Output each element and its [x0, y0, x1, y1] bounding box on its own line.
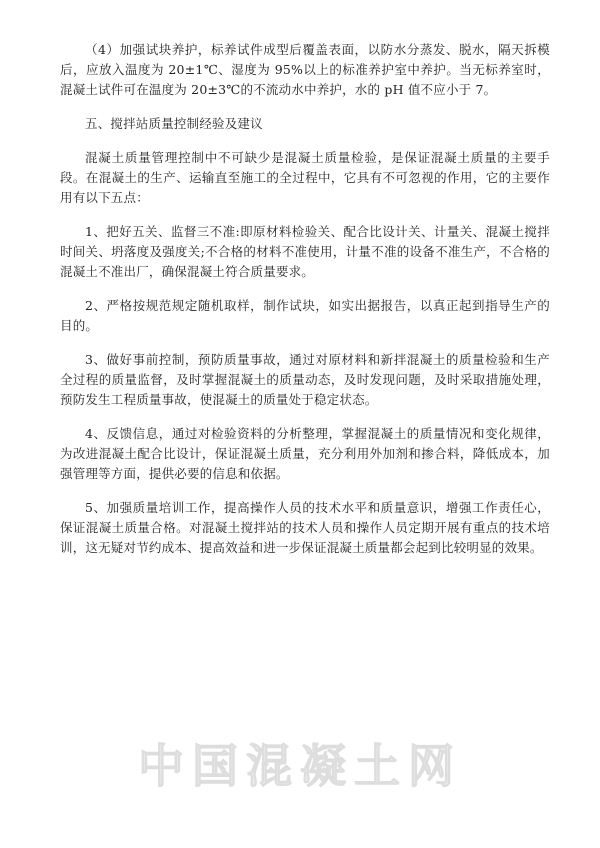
paragraph-curing: （4）加强试块养护，标养试件成型后覆盖表面，以防水分蒸发、脱水，隔天拆模后，应放入温度为 20±1℃、湿度为 95%以上的标准养护室中养护。当无标养室时，混凝土试件可在温度为 20±3℃的不流动水中养护，水的 pH 值不应小于 7。 [60, 42, 550, 97]
paragraph-point-1: 1、把好五关、监督三不准:即原材料检验关、配合比设计关、计量关、混凝土搅拌时间关、坍落度及强度关;不合格的材料不准使用，计量不准的设备不准生产，不合格的混凝土不准出厂，确保混凝土符合质量要求。 [60, 224, 550, 279]
paragraph-point-5: 5、加强质量培训工作，提高操作人员的技术水平和质量意识，增强工作责任心，保证混凝土质量合格。对混凝土搅拌站的技术人员和操作人员定期开展有重点的技术培训，这无疑对节约成本、提高效益和进一步保证混凝土质量都会起到比较明显的效果。 [60, 500, 550, 555]
paragraph-point-4: 4、反馈信息，通过对检验资料的分析整理，掌握混凝土的质量情况和变化规律，为改进混凝土配合比设计，保证混凝土质量，充分利用外加剂和掺合料，降低成本，加强管理等方面，提供必要的信息和依据。 [60, 426, 550, 481]
watermark-logo: 中国混凝土网 [138, 739, 462, 793]
section-heading: 五、搅拌站质量控制经验及建议 [85, 116, 263, 131]
paragraph-intro: 混凝土质量管理控制中不可缺少是混凝土质量检验，是保证混凝土质量的主要手段。在混凝土的生产、运输直至施工的全过程中，它具有不可忽视的作用，它的主要作用有以下五点： [60, 150, 550, 205]
paragraph-point-2: 2、严格按规范规定随机取样，制作试块，如实出据报告，以真正起到指导生产的目的。 [60, 298, 550, 333]
paragraph-point-3: 3、做好事前控制，预防质量事故，通过对原材料和新拌混凝土的质量检验和生产全过程的质量监督，及时掌握混凝土的质量动态，及时发现问题，及时采取措施处理，预防发生工程质量事故，使混凝土的质量处于稳定状态。 [60, 352, 550, 407]
document-body [60, 40, 550, 572]
